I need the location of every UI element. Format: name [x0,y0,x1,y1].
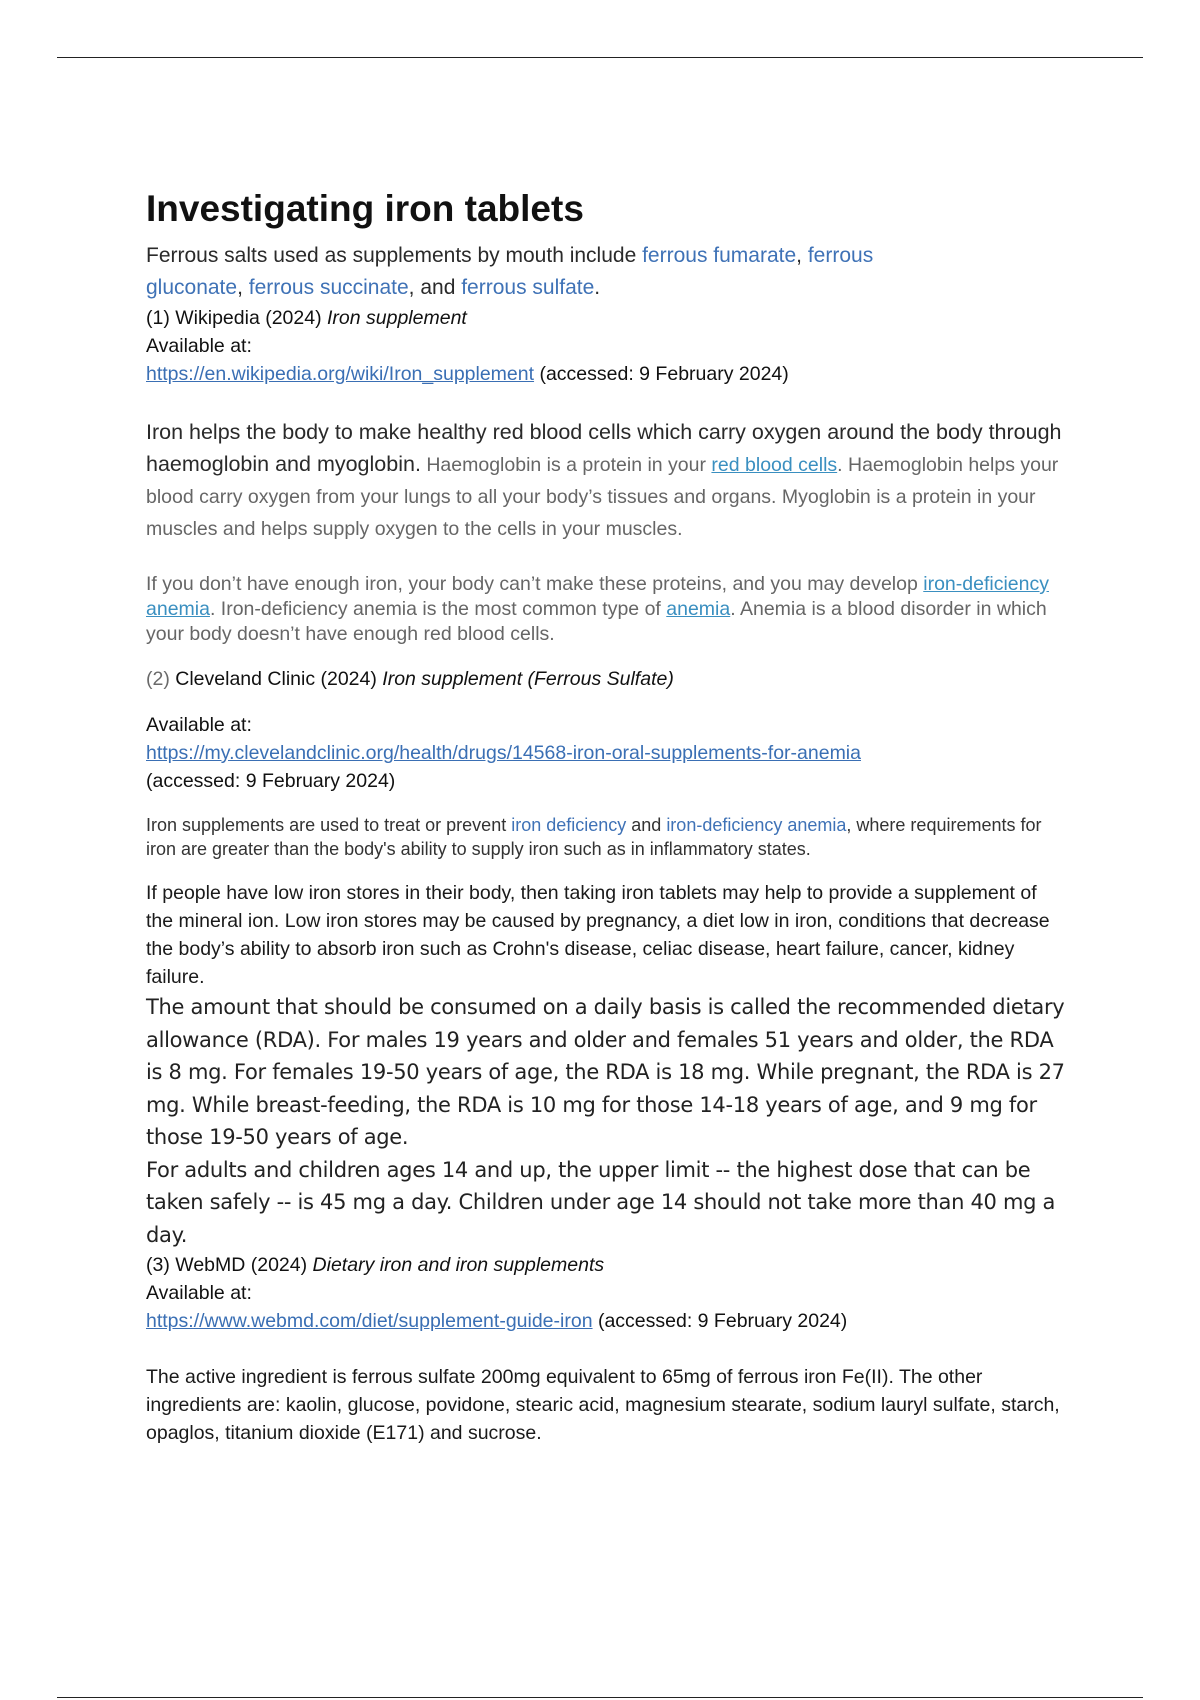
document-body [146,186,1066,1447]
link-ferrous-gluconate-b[interactable]: gluconate [146,276,238,299]
intro-sep: , [796,244,808,267]
low-iron-paragraph: If people have low iron stores in their body, then taking iron tablets may help to provide a supplement of the mineral ion. Low iron stores may be caused by pregnancy, a diet low in iron, conditions that decrease the body’s ability to absorb iron such as Crohn's disease, celiac disease, heart failure, cancer, kidney failure. [146,882,1050,988]
deficiency-paragraph [146,572,1066,647]
link-ferrous-succinate[interactable]: ferrous succinate [248,276,409,299]
treat-paragraph [146,813,1066,861]
ref1-url-link[interactable]: https://en.wikipedia.org/wiki/Iron_supplement [146,363,535,385]
link-iron-deficiency-anemia-2[interactable]: iron-deficiency anemia [666,815,847,835]
link-ferrous-sulfate[interactable]: ferrous sulfate [461,276,595,299]
blood-grey-1: Haemoglobin is a protein in your [420,454,712,476]
ref2-url-line [146,739,1066,767]
intro-sep: , and [408,276,462,299]
top-rule [57,57,1143,58]
rda-paragraph: The amount that should be consumed on a daily basis is called the recommended dietary allowance (RDA). For males 19 years and older and females 51 years and older, the RDA is 8 mg. For females 19-50 years of age, the RDA is 18 mg. While pregnant, the RDA is 27 mg. While breast-feeding, the RDA is 10 mg for those 14-18 years of age, and 9 mg for those 19-50 years of age. [146,995,1065,1149]
ref-citation: Cleveland Clinic (2024) [169,668,383,690]
page-title: Investigating iron tablets [146,188,584,229]
deficiency-text-2: . Iron-deficiency anemia is the most common type of [209,598,667,620]
ref-title: Dietary iron and iron supplements [312,1254,605,1276]
link-ferrous-fumarate[interactable]: ferrous fumarate [642,244,797,267]
deficiency-text-1: If you don’t have enough iron, your body can’t make these proteins, and you may develop [146,573,924,595]
ref-number: (3) [146,1254,170,1276]
link-iron-deficiency[interactable]: iron deficiency [511,815,627,835]
reference-2 [146,665,1066,693]
bottom-rule [57,1697,1143,1698]
treat-text-1: Iron supplements are used to treat or prevent [146,815,512,835]
link-anemia[interactable]: anemia [666,598,731,620]
ref1-available: Available at: [146,335,252,357]
blood-paragraph [146,416,1066,544]
reference-3 [146,1251,1066,1279]
ref-title: Iron supplement [327,307,467,329]
ref2-available: Available at: [146,714,252,736]
ref2-accessed: (accessed: 9 February 2024) [146,770,396,792]
link-red-blood-cells[interactable]: red blood cells [711,454,838,476]
upper-limit-paragraph: For adults and children ages 14 and up, the upper limit -- the highest dose that can be taken safely -- is 45 mg a day. Children under age 14 should not take more than 40 mg a day. [146,1157,1056,1247]
ref-number: (1) [146,307,170,329]
link-iron-deficiency-anemia[interactable]: iron-deficiency anemia [146,573,1049,620]
ref2-url-link[interactable]: https://my.clevelandclinic.org/health/drugs/14568-iron-oral-supplements-for-anemia [146,742,861,764]
intro-paragraph [146,240,1066,304]
intro-sep: , [237,276,249,299]
ref1-url-line [146,360,1066,388]
treat-text-2: and [626,815,667,835]
intro-text: Ferrous salts used as supplements by mouth include [146,244,643,267]
reference-1 [146,304,1066,332]
ref3-available: Available at: [146,1282,252,1304]
active-ingredient-paragraph: The active ingredient is ferrous sulfate 200mg equivalent to 65mg of ferrous iron Fe(II). The other ingredients are: kaolin, glucose, povidone, stearic acid, magnesium stearate, sodium lauryl sulfate, starch, opaglos, titanium dioxide (E171) and sucrose. [146,1366,1060,1444]
blood-grey-2: . Haemoglobin helps your blood carry oxygen from your lungs to all your body’s tissues and organs. Myoglobin is a protein in your muscles and helps supply oxygen to the cells in your muscles. [146,454,1059,540]
deficiency-text-3: . Anemia is a blood disorder in which your body doesn’t have enough red blood cells. [146,598,1047,645]
ref1-accessed: (accessed: 9 February 2024) [534,363,789,385]
ref3-url-line [146,1307,1066,1335]
ref3-url-link[interactable]: https://www.webmd.com/diet/supplement-guide-iron [146,1310,593,1332]
ref-title: Iron supplement (Ferrous Sulfate) [382,668,674,690]
blood-lead: Iron helps the body to make healthy red blood cells which carry oxygen around the body through haemoglobin and myoglobin. [146,420,1062,476]
intro-end: . [594,276,601,299]
ref-number: (2) [146,668,170,690]
ref-citation: Wikipedia (2024) [169,307,327,329]
treat-text-3: , where requirements for iron are greater than the body's ability to supply iron such as in inflammatory states. [146,815,1042,859]
ref3-accessed: (accessed: 9 February 2024) [592,1310,848,1332]
ref-citation: WebMD (2024) [169,1254,313,1276]
link-ferrous-gluconate-a[interactable]: ferrous [807,244,874,267]
